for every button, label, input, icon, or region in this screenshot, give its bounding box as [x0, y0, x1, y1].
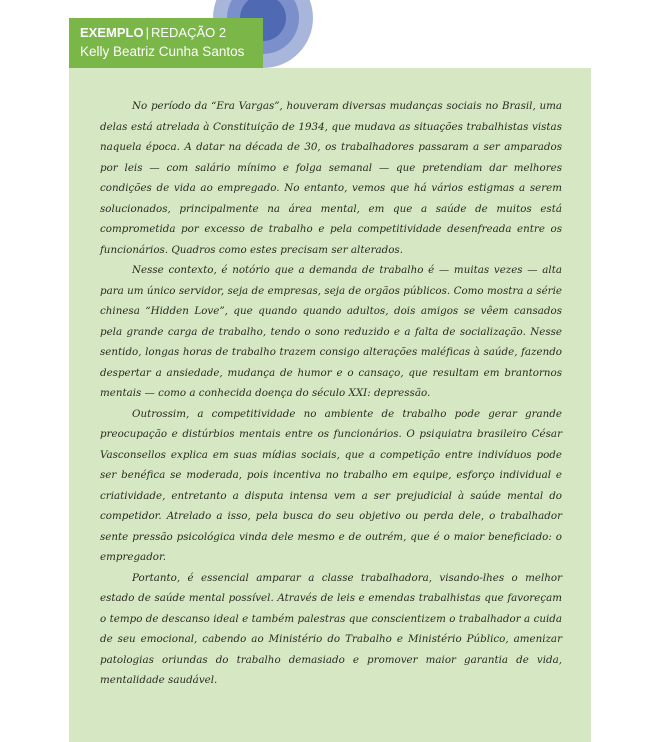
essay-number: REDAÇÃO 2 [150, 25, 227, 40]
essay-paragraph-4: Portanto, é essencial amparar a classe trabalhadora, visando-lhes o melhor estado de saúde mental possível. Através de leis e emendas trabalhistas que favoreçam o tempo de descanso ideal e também palestras que conscientizem o trabalhador a cuida de seu emocional, cabendo ao Ministério do Trabalho e Ministério Público, amenizar patologias oriundas do trabalho demasiado e promover maior garantia de vida, mentalidade saudável. [100, 571, 562, 686]
example-header [69, 18, 263, 68]
essay-text [100, 96, 562, 691]
header-title [80, 24, 263, 41]
essay-paragraph-3: Outrossim, a competitividade no ambiente de trabalho pode gerar grande preocupação e distúrbios mentais entre os funcionários. O psiquiatra brasileiro César Vasconsellos explica em suas mídias sociais, que a competição entre indivíduos pode ser benéfica se moderada, pois incentiva no trabalho em equipe, esforço individual e criatividade, entretanto a disputa intensa vem a ser prejudicial à saúde mental do competidor. Atrelado a isso, pela busca do seu objetivo ou perda dele, o trabalhador sente pressão psicológica vinda dele mesmo e de outrém, que é o maior beneficiado: o empregador. [100, 407, 562, 563]
header-separator: | [145, 25, 149, 40]
example-label: EXEMPLO [80, 25, 144, 40]
essay-paragraph-2: Nesse contexto, é notório que a demanda de trabalho é — muitas vezes — alta para um único servidor, seja de empresas, seja de orgãos públicos. Como mostra a série chinesa “Hidden Love”, que quando quando adultos, dois amigos se vêem cansados pela grande carga de trabalho, tendo o sono reduzido e a falta de socialização. Nesse sentido, longas horas de trabalho trazem consigo alterações maléficas à saúde, fazendo despertar a ansiedade, mudança de humor e o cansaço, que resultam em brantornos mentais — como a conhecida doença do século XXI: depressão. [100, 264, 562, 399]
essay-panel [69, 68, 591, 742]
author-name: Kelly Beatriz Cunha Santos [80, 44, 245, 59]
essay-paragraph-1: No período da “Era Vargas”, houveram diversas mudanças sociais no Brasil, uma delas está atrelada à Constituição de 1934, que mudava as situações trabalhistas vistas naquela época. A datar na década de 30, os trabalhadores passaram a ser amparados por leis — com salário mínimo e folga semanal — que pretendiam dar melhores condições de vida ao empregado. No entanto, vemos que há vários estigmas a serem solucionados, principalmente na área mental, em que a saúde de muitos está comprometida por excesso de trabalho e pela competitividade desenfreada entre os funcionários. Quadros como estes precisam ser alterados. [100, 100, 562, 256]
